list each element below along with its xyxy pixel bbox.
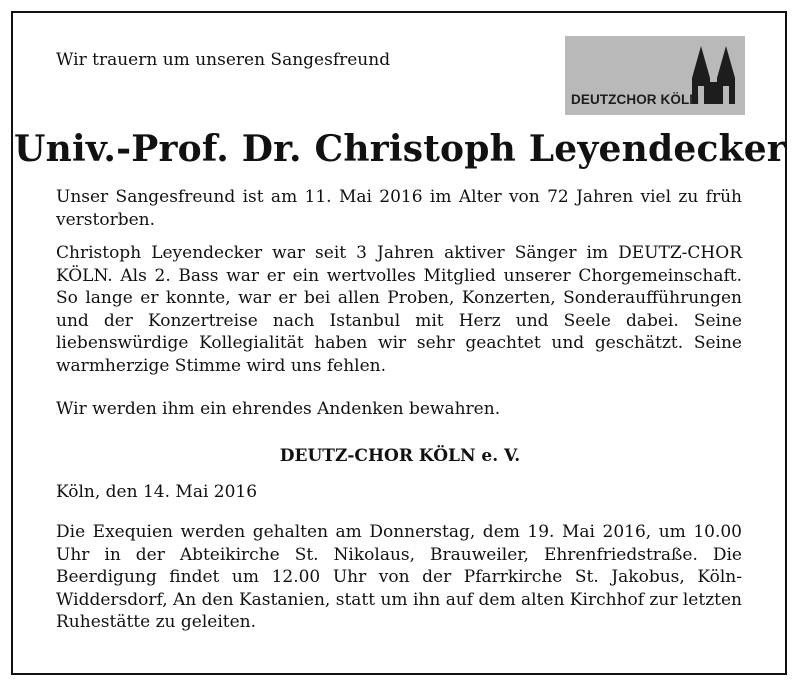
paragraph-tribute: Christoph Leyendecker war seit 3 Jahren aktiver Sänger im DEUTZ-CHOR KÖLN. Als 2. Bass war er ein wertvolles Mitglied unserer Chorgemeinschaft. So lange er konnte, war er bei allen Proben, Konzerten, Sonderaufführungen und der Konzertreise nach Istanbul mit Herz und Seele dabei. Seine liebenswürdige Kollegialität haben wir sehr geachtet und geschätzt. Seine warmherzige Stimme wird uns fehlen. — [56, 243, 742, 376]
place-date: Köln, den 14. Mai 2016 — [56, 482, 258, 502]
paragraph-death: Unser Sangesfreund ist am 11. Mai 2016 im Alter von 72 Jahren viel zu früh verstorben. — [56, 187, 742, 230]
organization-signature: DEUTZ-CHOR KÖLN e. V. — [279, 446, 521, 466]
funeral-details: Die Exequien werden gehalten am Donnerstag, dem 19. Mai 2016, um 10.00 Uhr in der Abteikirche St. Nikolaus, Brauweiler, Ehrenfriedstraße. Die Beerdigung findet um 12.00 Uhr von der Pfarrkirche St. Jakobus, Köln-Widdersdorf, An den Kastanien, statt um ihn auf dem alten Kirchhof zur letzten Ruhestätte zu geleiten. — [56, 522, 742, 632]
logo-wordmark: DEUTZCHOR KÖLN — [571, 92, 700, 107]
deceased-name: Univ.-Prof. Dr. Christoph Leyendecker — [14, 128, 786, 170]
paragraph-remembrance: Wir werden ihm ein ehrendes Andenken bewahren. — [56, 399, 501, 419]
choir-logo — [565, 36, 745, 115]
intro-text: Wir trauern um unseren Sangesfreund — [56, 50, 391, 70]
